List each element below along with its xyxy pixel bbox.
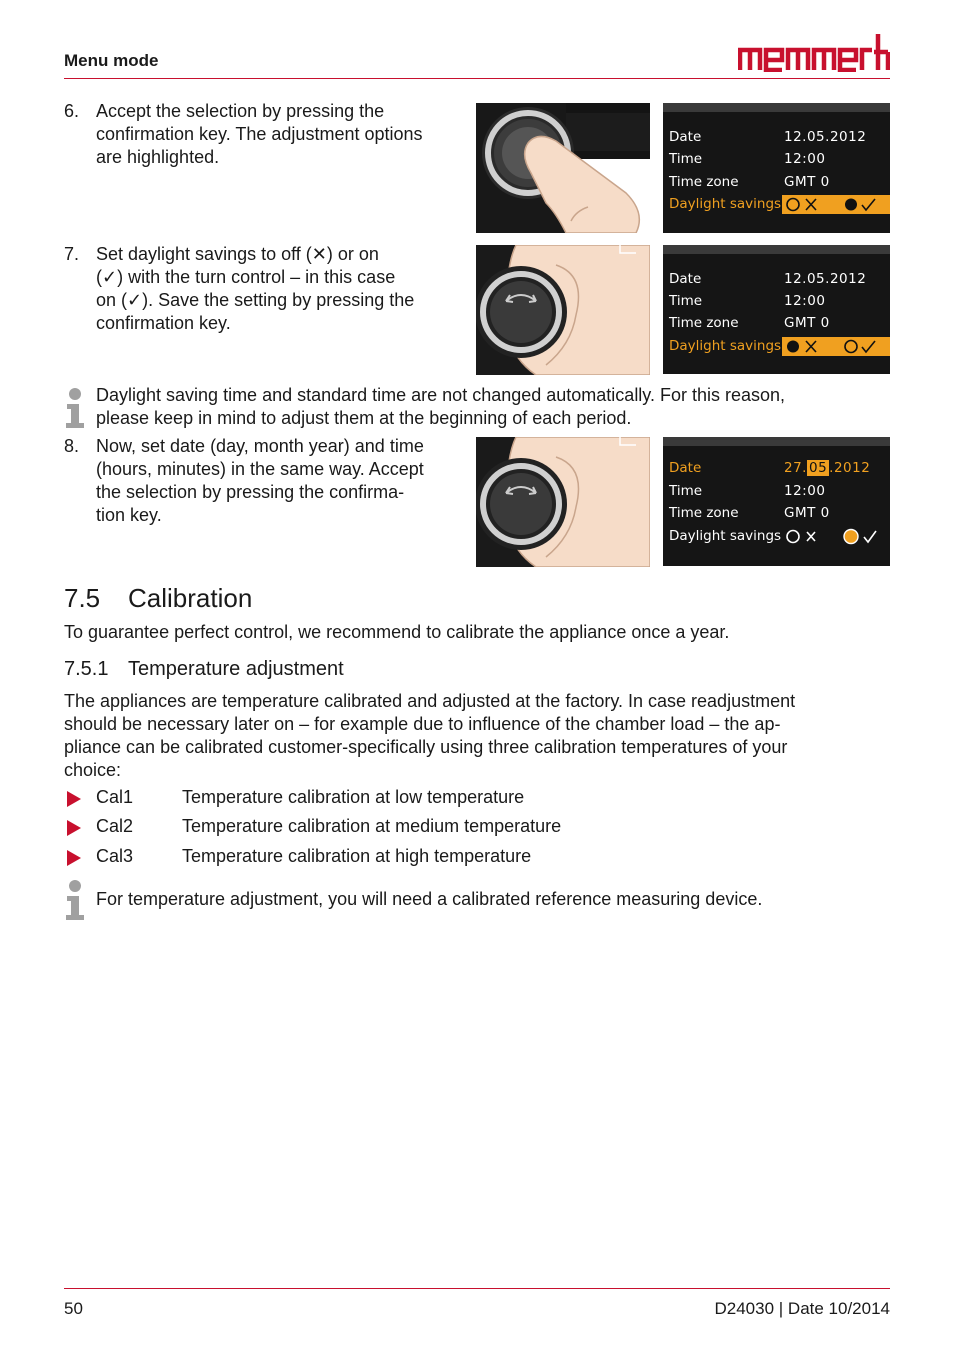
subsection-paragraph: The appliances are temperature calibrated and adjusted at the factory. In case readjustment should be necessary later on – for example due to influence of the chamber load – the ap- pliance can be calibrated customer-specifically using three calibration temperatures of your choice: xyxy=(64,691,796,780)
lcd-row-timezone: Time zone GMT 0 xyxy=(669,315,830,331)
step-number: 7. xyxy=(64,244,80,264)
info-note-reference-device: For temperature adjustment, you will need a calibrated reference measuring device. xyxy=(96,889,763,909)
section-intro: To guarantee perfect control, we recommend to calibrate the appliance once a year. xyxy=(64,622,730,642)
selected-month: 05 xyxy=(808,460,828,476)
radio-icon xyxy=(844,530,858,544)
radio-icon xyxy=(787,531,799,543)
lcd-row-timezone: Time zone GMT 0 xyxy=(669,174,830,190)
list-item: Cal1 Temperature calibration at low temperature xyxy=(64,787,764,811)
info-icon xyxy=(64,880,88,920)
lcd-row-daylight: Daylight savings xyxy=(669,195,889,215)
step-number: 6. xyxy=(64,101,80,121)
lcd-row-time: Time 12:00 xyxy=(669,151,826,167)
running-header: Menu mode xyxy=(64,51,159,70)
triangle-bullet-icon xyxy=(67,850,81,866)
info-note-daylight: Daylight saving time and standard time are not changed automatically. For this reason, please keep in mind to adjust them at the beginning of each period. xyxy=(96,385,786,428)
step-number: 8. xyxy=(64,436,80,456)
lcd-screen-3 xyxy=(663,437,890,566)
lcd-row-daylight: Daylight savings xyxy=(669,337,889,357)
turn-knob-photo xyxy=(476,437,650,567)
lcd-row-date: Date 12.05.2012 xyxy=(669,271,867,287)
push-finger-photo xyxy=(476,103,650,233)
radio-icon xyxy=(845,199,857,211)
triangle-bullet-icon xyxy=(67,791,81,807)
triangle-bullet-icon xyxy=(67,820,81,836)
cross-icon xyxy=(806,341,816,352)
memmert-logo xyxy=(738,30,890,72)
document-id: D24030 | Date 10/2014 xyxy=(714,1299,890,1318)
daylight-options xyxy=(784,195,892,214)
step-8 xyxy=(64,435,464,530)
lcd-row-time: Time 12:00 xyxy=(669,483,826,499)
subsection-heading: 7.5.1 Temperature adjustment xyxy=(64,658,344,680)
radio-icon xyxy=(787,199,799,211)
lcd-row-daylight: Daylight savings xyxy=(669,527,889,547)
info-icon xyxy=(64,388,88,428)
page-number: 50 xyxy=(64,1299,83,1318)
footer-rule xyxy=(64,1288,890,1289)
check-icon xyxy=(864,531,876,542)
radio-icon xyxy=(787,341,799,353)
step-text: Accept the selection by pressing the confirmation key. The adjustment options are highlighted. xyxy=(96,101,423,167)
list-item: Cal2 Temperature calibration at medium temperature xyxy=(64,816,764,840)
lcd-row-date: Date 12.05.2012 xyxy=(669,129,867,145)
step-6 xyxy=(64,100,464,175)
turn-knob-photo xyxy=(476,245,650,375)
lcd-screen-2 xyxy=(663,245,890,374)
radio-icon xyxy=(845,341,857,353)
daylight-options xyxy=(784,527,892,546)
check-icon xyxy=(862,341,875,352)
step-text: Now, set date (day, month year) and time (hours, minutes) in the same way. Accept the selection by pressing the confirma- tion key. xyxy=(96,436,424,525)
lcd-screen-1 xyxy=(663,103,890,233)
lcd-row-time: Time 12:00 xyxy=(669,293,826,309)
header-rule xyxy=(64,78,890,79)
step-text: Set daylight savings to off (✕) or on (✓) with the turn control – in this case on (✓). Save the setting by pressing the confirmation key. xyxy=(96,244,415,333)
list-item: Cal3 Temperature calibration at high temperature xyxy=(64,846,764,870)
check-icon xyxy=(862,199,875,210)
lcd-row-timezone: Time zone GMT 0 xyxy=(669,505,830,521)
cross-icon xyxy=(806,199,816,210)
lcd-row-date: Date 27. 05 .2012 xyxy=(669,460,871,476)
step-7 xyxy=(64,243,464,338)
section-heading: 7.5 Calibration xyxy=(64,583,253,613)
cross-icon xyxy=(807,532,815,541)
daylight-options xyxy=(784,337,892,356)
